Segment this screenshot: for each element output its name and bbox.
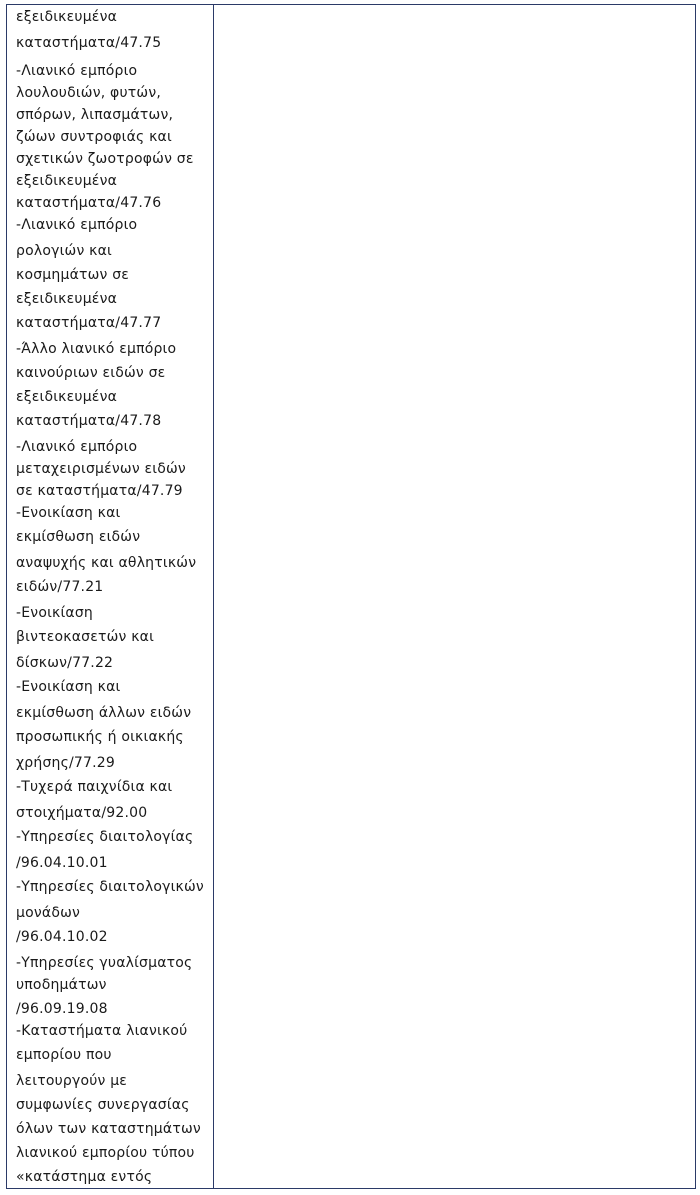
cell-text-line: -Υπηρεσίες διαιτολογικών xyxy=(16,879,204,895)
cell-text-line: -Λιανικό εμπόριο xyxy=(16,63,138,79)
cell-text-line: εκμίσθωση άλλων ειδών xyxy=(16,705,192,721)
cell-text-line: /96.04.10.01 xyxy=(16,855,108,871)
cell-text-line: -Ενοικίαση και xyxy=(16,679,121,695)
cell-text-line: -Υπηρεσίες διαιτολογίας xyxy=(16,829,194,845)
cell-text-line: συμφωνίες συνεργασίας xyxy=(16,1097,190,1113)
cell-text-line: σπόρων, λιπασμάτων, xyxy=(16,107,174,123)
cell-text-line: /96.04.10.02 xyxy=(16,929,108,945)
cell-text-line: -Άλλο λιανικό εμπόριο xyxy=(16,341,177,357)
cell-text-line: προσωπικής ή οικιακής xyxy=(16,729,184,745)
cell-text-line: εξειδικευμένα xyxy=(16,291,118,307)
cell-text-line: καταστήματα/47.77 xyxy=(16,315,162,331)
cell-text-line: κοσμημάτων σε xyxy=(16,267,130,283)
cell-text-line: όλων των καταστημάτων xyxy=(16,1121,201,1137)
cell-text-line: -Ενοικίαση xyxy=(16,605,93,621)
cell-text-line: «κατάστημα εντός xyxy=(16,1169,153,1185)
cell-text-line: μεταχειρισμένων ειδών xyxy=(16,461,186,477)
cell-text-line: εξειδικευμένα xyxy=(16,389,118,405)
cell-text-line: μονάδων xyxy=(16,905,81,921)
cell-text-line: λουλουδιών, φυτών, xyxy=(16,85,162,101)
cell-text-line: καινούριων ειδών σε xyxy=(16,365,166,381)
cell-text-line: εμπορίου που xyxy=(16,1047,112,1063)
cell-text-line: σε καταστήματα/47.79 xyxy=(16,483,183,499)
cell-text-line: -Λιανικό εμπόριο xyxy=(16,439,138,455)
cell-text-line: -Καταστήματα λιανικού xyxy=(16,1023,188,1039)
cell-text-line: καταστήματα/47.76 xyxy=(16,195,162,211)
document-table xyxy=(6,4,696,1189)
cell-text-line: καταστήματα/47.78 xyxy=(16,413,162,429)
cell-text-line: εκμίσθωση ειδών xyxy=(16,529,141,545)
cell-text-line: ειδών/77.21 xyxy=(16,579,104,595)
cell-text-line: -Ενοικίαση και xyxy=(16,505,121,521)
cell-text-line: εξειδικευμένα xyxy=(16,9,118,25)
cell-text-line: -Υπηρεσίες γυαλίσματος xyxy=(16,955,193,971)
cell-text-line: /96.09.19.08 xyxy=(16,1001,108,1017)
cell-text-line: ζώων συντροφιάς και xyxy=(16,129,172,145)
cell-text-line: υποδημάτων xyxy=(16,977,107,993)
cell-text-line: καταστήματα/47.75 xyxy=(16,35,162,51)
cell-text-line: βιντεοκασετών και xyxy=(16,629,155,645)
cell-text-line: εξειδικευμένα xyxy=(16,173,118,189)
cell-text-line: στοιχήματα/92.00 xyxy=(16,805,148,821)
cell-text-line: λειτουργούν με xyxy=(16,1073,128,1089)
cell-text-line: χρήσης/77.29 xyxy=(16,755,116,771)
cell-text-line: δίσκων/77.22 xyxy=(16,655,114,671)
cell-text-line: αναψυχής και αθλητικών xyxy=(16,555,197,571)
cell-text-line: σχετικών ζωοτροφών σε xyxy=(16,151,194,167)
cell-text-line: λιανικού εμπορίου τύπου xyxy=(16,1145,195,1161)
table-left-cell xyxy=(7,5,214,1188)
cell-text-line: -Τυχερά παιχνίδια και xyxy=(16,779,173,795)
cell-text-line: ρολογιών και xyxy=(16,243,112,259)
cell-text-line: -Λιανικό εμπόριο xyxy=(16,217,138,233)
table-right-cell xyxy=(214,5,695,1188)
